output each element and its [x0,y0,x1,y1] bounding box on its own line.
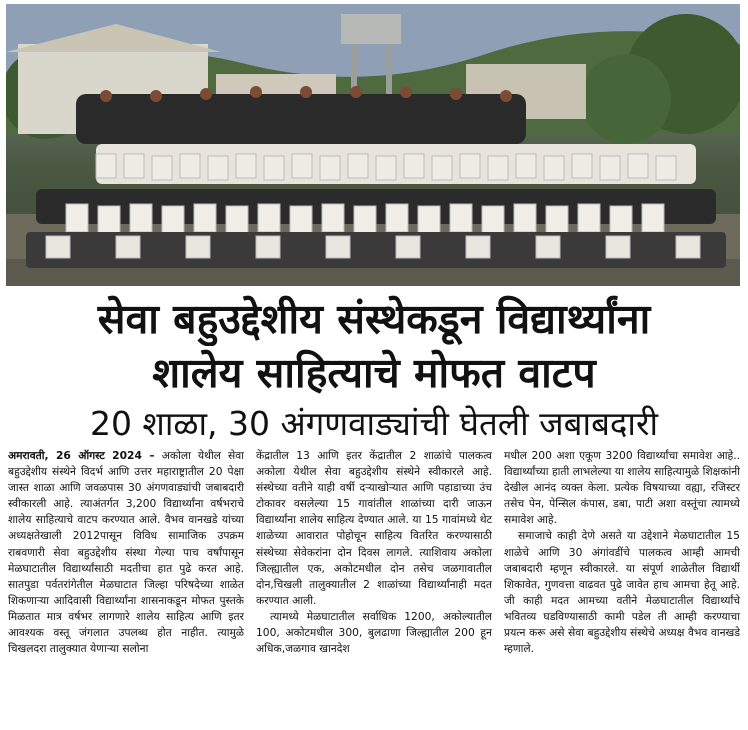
column-1-text: अकोला येथील सेवा बहुउद्देशीय संस्थेने विदर्भ आणि उत्तर महाराष्ट्रातील 20 पेक्षा जास्त शाळा आणि जवळपास 30 अंगणवाड्यांची जबाबदारी स्वीकारली आहे. त्याअंतर्गत 3,200 विद्यार्थ्यांना वर्षभराचे शालेय साहित्याचे वाटप करण्यात आले. वैभव वानखडे यांच्या अध्यक्षतेखाली 2012पासून विविध सामाजिक उपक्रम राबवणारी सेवा बहुउद्देशीय संस्था गेल्या पाच वर्षांपासून मेळघाटातील विद्यार्थ्यांसाठी मदतीचा हात पुढे करत आहे. सातपुडा पर्वतरांगेतील मेळघाटात जिल्हा परिषदेच्या शाळेत शिकणाऱ्या आदिवासी विद्यार्थ्यांना शासनाकडून मोफत पुस्तके मिळतात मात्र वर्षभर लागणारे शालेय साहित्य आणि इतर आवश्यक वस्तू जंगलात उपलब्ध होत नाहीत. त्यामुळे चिखलदरा तालुक्यात येणाऱ्या सलोना [8,449,244,656]
column-2-paragraph-1: केंद्रातील 13 आणि इतर केंद्रातील 2 शाळांचे पालकत्व अकोला येथील सेवा बहुउद्देशीय संस्थेने स्वीकारले आहे. संस्थेच्या वतीने याही वर्षी दऱ्याखोऱ्यात आणि पहाडाच्या उंच टोकावर वसलेल्या 15 गावांतील शाळांच्या दारी जाऊन विद्यार्थ्यांना शालेय साहित्य देण्यात आले. या 15 गावांमध्ये थेट शाळेच्या आवारात पोहोचून साहित्य वितरित करण्यासाठी संस्थेच्या सेवेकरांना दोन दिवस लागले. त्याशिवाय अकोला जिल्ह्यातील एक, अकोटमधील दोन तसेच जळगावातील दोन,चिखली तालुक्यातील 2 शाळांच्या विद्यार्थ्यांनाही मदत करण्यात आली. [256,449,492,607]
article-paragraph [8,448,244,657]
column-3-paragraph-1: मधील 200 अशा एकूण 3200 विद्यार्थ्यांचा समावेश आहे.. विद्यार्थ्यांच्या हाती लाभलेल्या या शालेय साहित्यामुळे शिक्षकांनी देखील आनंद व्यक्त केला. प्रत्येक विषयाच्या वह्या, रजिस्टर तसेच पेन, पेन्सिल कंपास, डबा, पाटी अशा वस्तूंचा त्यामध्ये समावेश आहे. [504,449,740,527]
article-body [8,448,740,728]
article-column-3 [504,448,740,728]
group-photo-illustration [6,4,740,286]
dateline: अमरावती, 26 ऑगस्ट 2024 – [8,449,155,462]
article-column-1 [8,448,244,728]
headline-line-1: सेवा बहुउद्देशीय संस्थेकडून विद्यार्थ्यांना [97,295,651,343]
headline-line-2: शालेय साहित्याचे मोफत वाटप [152,349,596,397]
article-column-2 [256,448,492,728]
group-photo [6,4,740,286]
subheadline: 20 शाळा, 30 अंगणवाड्यांची घेतली जबाबदारी [89,404,659,443]
column-2-paragraph-2: त्यामध्ये मेळघाटातील सर्वाधिक 1200, अकोल्यातील 100, अकोटमधील 300, बुलढाणा जिल्ह्यातील 200 हून अधिक,जळगाव खानदेश [256,609,492,656]
column-3-paragraph-2: समाजाचे काही देणे असते या उद्देशाने मेळघाटातील 15 शाळेचे आणि 30 अंगांवडींचे पालकत्व आम्ही आमची जबाबदारी म्हणून स्वीकारले. या संपूर्ण शाळेतील विद्यार्थी शिकावेत, गुणवत्ता वाढवत पुढे जावेत हाच आमचा हेतू आहे. जी काही मदत आमच्या वतीने मेळघाटातील विद्यार्थ्यांचे भवितव्य घडविण्यासाठी कामी पडेल ती आम्ही करण्याचा प्रयत्न करू असे सेवा बहुउद्देशीय संस्थेचे अध्यक्ष वैभव वानखडे म्हणाले. [504,529,740,656]
